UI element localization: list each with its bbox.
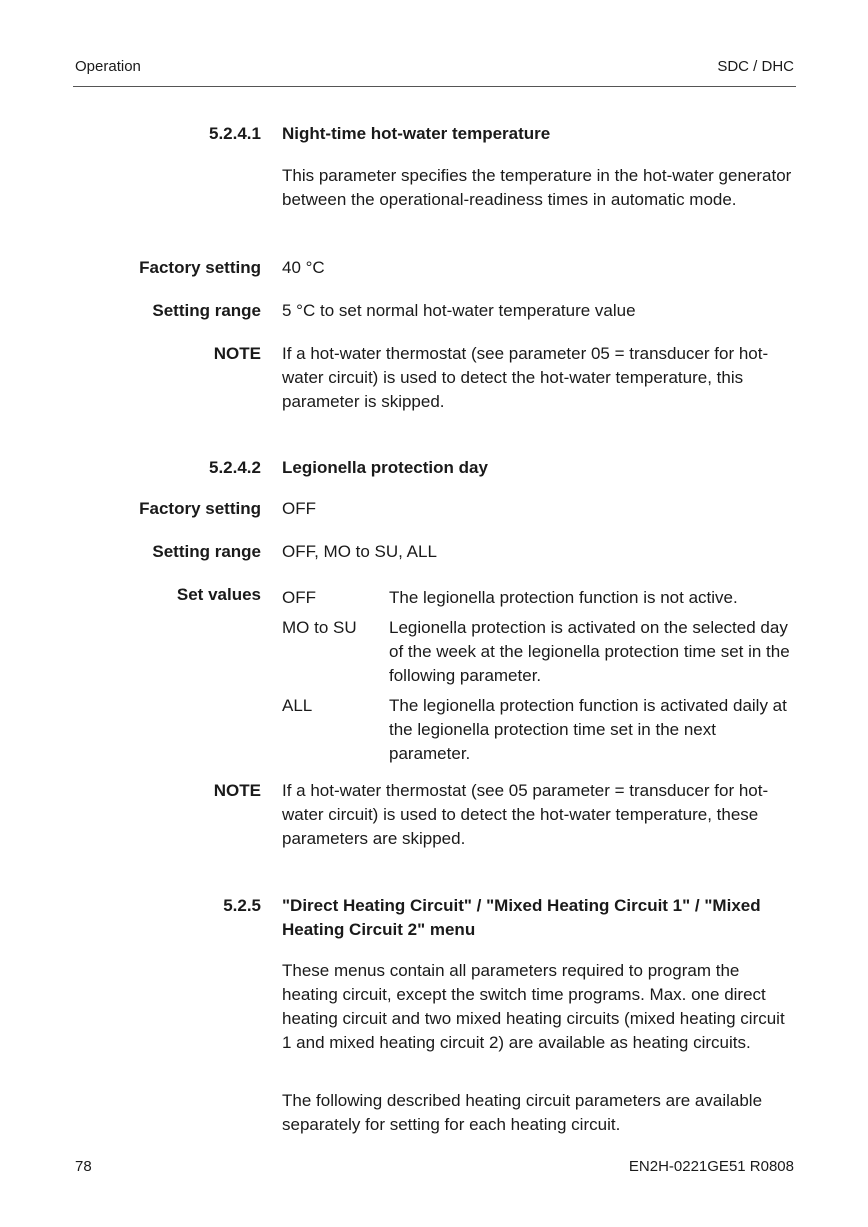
page-header [73,57,796,87]
section-title: Night-time hot-water temperature [282,124,551,143]
note-label: NOTE [213,344,261,363]
header-section-name: Operation [75,58,141,75]
set-values-label: Set values [176,585,261,604]
section-title: "Direct Heating Circuit" / "Mixed Heating Circuit 1" / "Mixed Heating Circuit 2" menu [282,896,761,939]
set-value-description: The legionella protection function is activated daily at the legionella protection time set in the next parameter. [389,696,787,763]
note-text: If a hot-water thermostat (see 05 parameter = transducer for hot-water circuit) is used to detect the hot-water temperature, these parameters are skipped. [282,781,769,848]
note-text: If a hot-water thermostat (see parameter 05 = transducer for hot-water circuit) is used to detect the hot-water temperature, this parameter is skipped. [282,344,769,411]
set-value-description: Legionella protection is activated on the selected day of the week at the legionella protection time set in the following parameter. [389,618,790,685]
factory-setting-value: OFF [282,499,316,518]
set-value-description: The legionella protection function is not active. [389,588,738,607]
section-description: This parameter specifies the temperature in the hot-water generator between the operational-readiness times in automatic mode. [282,166,792,209]
setting-range-label: Setting range [152,542,261,561]
document-code: EN2H-0221GE51 R0808 [628,1158,794,1175]
factory-setting-label: Factory setting [139,258,261,277]
section-number: 5.2.4.1 [209,124,261,143]
setting-range-label: Setting range [152,301,261,320]
section-title: Legionella protection day [282,458,488,477]
section-paragraph: The following described heating circuit parameters are available separately for setting for each heating circuit. [282,1091,763,1134]
section-number: 5.2.4.2 [209,458,261,477]
note-label: NOTE [213,781,261,800]
set-value-key: OFF [282,588,316,607]
section-paragraph: These menus contain all parameters required to program the heating circuit, except the switch time programs. Max. one direct heating circuit and two mixed heating circuits (mixed heating circuit 1 and mixed heating circuit 2) are available as heating circuits. [282,961,785,1052]
setting-range-value: 5 °C to set normal hot-water temperature value [282,301,636,320]
set-value-key: ALL [282,696,313,715]
section-number: 5.2.5 [223,896,261,915]
page-number: 78 [75,1158,92,1175]
header-product-name: SDC / DHC [717,58,794,75]
factory-setting-label: Factory setting [139,499,261,518]
setting-range-value: OFF, MO to SU, ALL [282,542,437,561]
factory-setting-value: 40 °C [282,258,325,277]
set-value-key: MO to SU [282,618,357,637]
